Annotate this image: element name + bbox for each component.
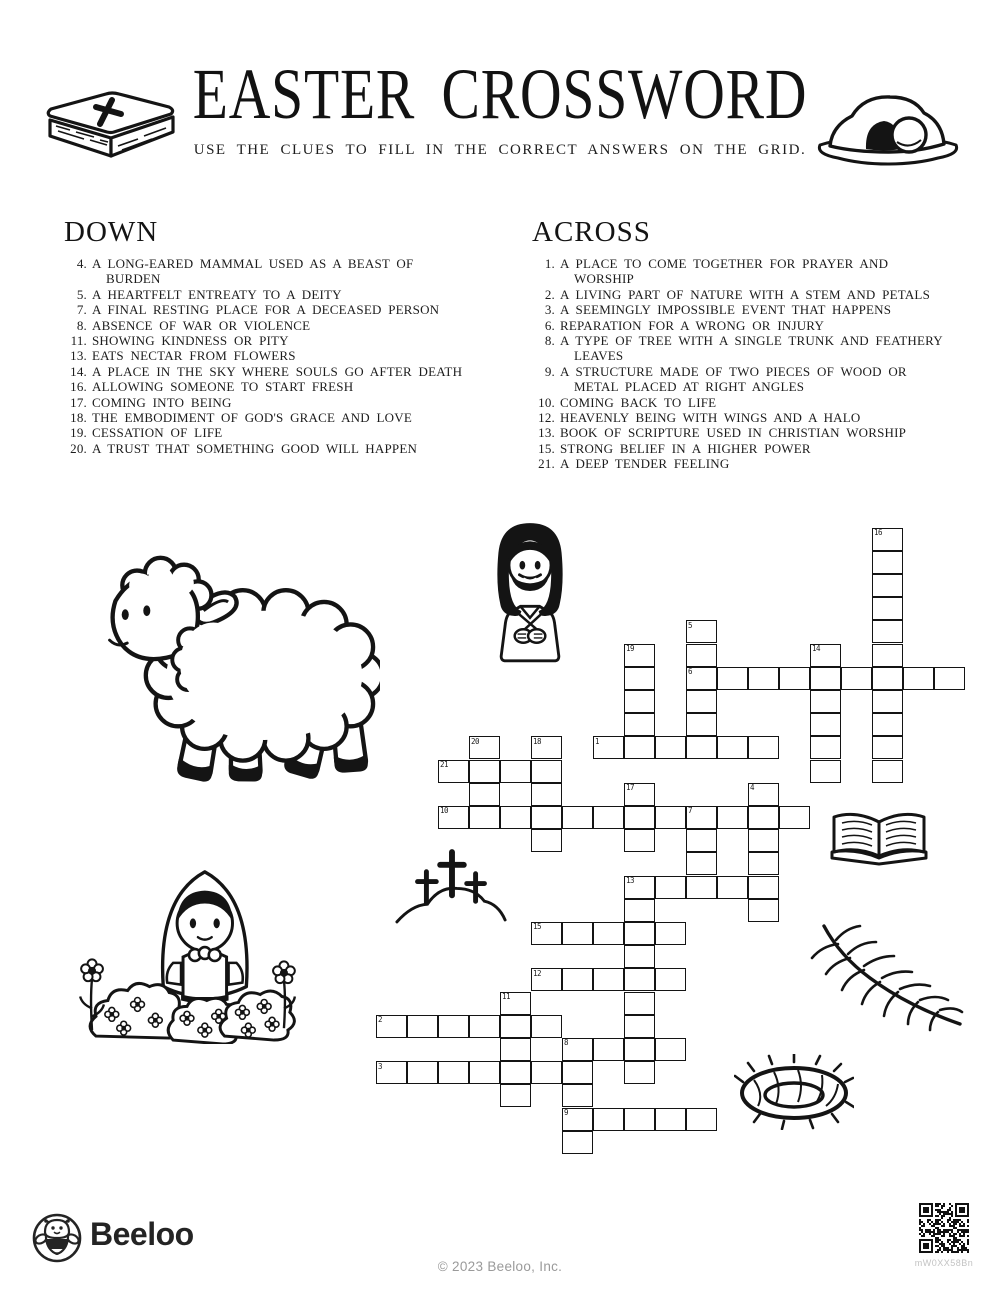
down-clue-list (64, 256, 466, 456)
grid-cell[interactable] (624, 1015, 655, 1038)
grid-cell-number: 6 (688, 667, 693, 677)
grid-cell[interactable] (593, 968, 624, 991)
grid-cell[interactable] (748, 899, 779, 922)
mary-in-flower-garden-illustration (78, 860, 296, 1044)
grid-cell[interactable] (872, 736, 903, 759)
clue-text: A LIVING PART OF NATURE WITH A STEM AND PETALS (560, 286, 930, 302)
clue-item (532, 302, 944, 317)
clue-number: 8. (76, 317, 87, 333)
clue-number: 18. (70, 410, 87, 426)
page-title: EASTER CROSSWORD (192, 54, 808, 134)
clue-item (532, 395, 944, 410)
beeloo-bee-logo (31, 1212, 83, 1264)
copyright-text: © 2023 Beeloo, Inc. (437, 1259, 563, 1274)
clue-item (64, 333, 466, 348)
clue-text: A TYPE OF TREE WITH A SINGLE TRUNK AND FEATHERY LEAVES (560, 333, 943, 364)
clue-number: 4. (76, 256, 87, 271)
grid-cell[interactable] (562, 922, 593, 945)
grid-cell[interactable] (562, 1084, 593, 1107)
grid-cell[interactable] (810, 713, 841, 736)
clue-text: EATS NECTAR FROM FLOWERS (92, 348, 296, 364)
clue-text: A PLACE IN THE SKY WHERE SOULS GO AFTER DEATH (92, 363, 463, 379)
clue-number: 13. (70, 348, 87, 364)
grid-cell[interactable] (438, 1061, 469, 1084)
grid-cell[interactable] (624, 783, 655, 806)
grid-cell[interactable] (872, 551, 903, 574)
down-clues-section (64, 216, 466, 456)
clue-item (532, 256, 944, 287)
grid-cell[interactable] (872, 620, 903, 643)
grid-cell[interactable] (686, 806, 717, 829)
grid-cell[interactable] (500, 1038, 531, 1061)
clue-text: A DEEP TENDER FEELING (560, 456, 730, 472)
clue-item (532, 287, 944, 302)
grid-cell-number: 14 (812, 644, 821, 653)
grid-cell[interactable] (872, 644, 903, 667)
grid-cell[interactable] (531, 829, 562, 852)
clue-item (64, 364, 466, 379)
clue-item (532, 318, 944, 333)
grid-cell-number: 7 (688, 806, 693, 816)
clue-text: A HEARTFELT ENTREATY TO A DEITY (92, 286, 342, 302)
grid-cell[interactable] (872, 667, 903, 690)
grid-cell[interactable] (407, 1061, 438, 1084)
grid-cell[interactable] (531, 968, 562, 991)
grid-cell[interactable] (748, 783, 779, 806)
grid-cell[interactable] (624, 968, 655, 991)
clue-text: A TRUST THAT SOMETHING GOOD WILL HAPPEN (92, 440, 418, 456)
grid-cell-number: 19 (626, 644, 635, 653)
grid-cell[interactable] (686, 690, 717, 713)
clue-text: BOOK OF SCRIPTURE USED IN CHRISTIAN WORSHIP (560, 425, 907, 441)
grid-cell[interactable] (686, 1108, 717, 1131)
jesus-illustration (486, 518, 574, 666)
clue-text: STRONG BELIEF IN A HIGHER POWER (560, 440, 811, 456)
grid-cell[interactable] (872, 690, 903, 713)
open-book-icon (824, 806, 934, 874)
grid-cell[interactable] (562, 1038, 593, 1061)
grid-cell[interactable] (531, 1015, 562, 1038)
grid-cell[interactable] (624, 899, 655, 922)
across-heading: ACROSS (532, 216, 651, 248)
down-heading: DOWN (64, 216, 159, 248)
grid-cell[interactable] (624, 945, 655, 968)
clue-item (64, 256, 466, 287)
grid-cell[interactable] (531, 1061, 562, 1084)
grid-cell[interactable] (469, 760, 500, 783)
clue-number: 13. (538, 425, 555, 441)
grid-cell[interactable] (438, 806, 469, 829)
grid-cell[interactable] (686, 644, 717, 667)
grid-cell[interactable] (593, 806, 624, 829)
grid-cell[interactable] (500, 1015, 531, 1038)
crown-of-thorns-icon (734, 1054, 854, 1130)
clue-text: ABSENCE OF WAR OR VIOLENCE (92, 317, 311, 333)
qr-code-label: mW0XX58Bn (914, 1258, 974, 1268)
grid-cell[interactable] (624, 922, 655, 945)
grid-cell[interactable] (655, 806, 686, 829)
grid-cell[interactable] (872, 713, 903, 736)
grid-cell[interactable] (624, 806, 655, 829)
grid-cell[interactable] (500, 760, 531, 783)
grid-cell[interactable] (686, 829, 717, 852)
grid-cell[interactable] (655, 736, 686, 759)
grid-cell[interactable] (717, 806, 748, 829)
clue-item (64, 318, 466, 333)
sheep-illustration (86, 550, 380, 790)
clue-text: SHOWING KINDNESS OR PITY (92, 333, 289, 349)
grid-cell[interactable] (686, 667, 717, 690)
clue-number: 7. (76, 302, 87, 318)
grid-cell[interactable] (686, 876, 717, 899)
grid-cell[interactable] (562, 806, 593, 829)
grid-cell[interactable] (407, 1015, 438, 1038)
clue-number: 17. (70, 394, 87, 410)
grid-cell-number: 18 (533, 736, 542, 746)
grid-cell[interactable] (624, 667, 655, 690)
clue-text: A SEEMINGLY IMPOSSIBLE EVENT THAT HAPPENS (560, 302, 892, 318)
grid-cell[interactable] (748, 806, 779, 829)
grid-cell-number: 20 (471, 736, 480, 746)
clue-number: 9. (544, 363, 555, 379)
grid-cell-number: 9 (564, 1108, 569, 1117)
grid-cell-number: 4 (750, 783, 755, 793)
grid-cell[interactable] (531, 783, 562, 806)
grid-cell[interactable] (779, 806, 810, 829)
clue-text: HEAVENLY BEING WITH WINGS AND A HALO (560, 410, 861, 426)
grid-cell[interactable] (593, 736, 624, 759)
across-clues-section (532, 216, 944, 472)
grid-cell[interactable] (655, 1038, 686, 1061)
grid-cell[interactable] (748, 852, 779, 875)
grid-cell[interactable] (531, 806, 562, 829)
grid-cell-number: 5 (688, 620, 693, 630)
grid-cell[interactable] (810, 760, 841, 783)
grid-cell[interactable] (469, 806, 500, 829)
clue-number: 19. (70, 425, 87, 441)
grid-cell[interactable] (624, 829, 655, 852)
across-clue-list (532, 256, 944, 472)
grid-cell[interactable] (376, 1015, 407, 1038)
grid-cell-number: 2 (378, 1015, 383, 1025)
grid-cell[interactable] (500, 1061, 531, 1084)
grid-cell[interactable] (624, 644, 655, 667)
clue-number: 2. (544, 286, 555, 302)
grid-cell-number: 1 (595, 736, 600, 746)
grid-cell[interactable] (624, 713, 655, 736)
clue-text: ALLOWING SOMEONE TO START FRESH (92, 379, 354, 395)
grid-cell[interactable] (717, 876, 748, 899)
grid-cell[interactable] (655, 968, 686, 991)
clue-item (532, 425, 944, 440)
grid-cell-number: 13 (626, 876, 635, 885)
grid-cell[interactable] (872, 528, 903, 551)
grid-cell[interactable] (531, 760, 562, 783)
grid-cell[interactable] (748, 667, 779, 690)
clue-item (64, 425, 466, 440)
grid-cell[interactable] (810, 644, 841, 667)
grid-cell[interactable] (624, 1108, 655, 1131)
grid-cell[interactable] (686, 713, 717, 736)
clue-number: 15. (538, 440, 555, 456)
clue-number: 14. (70, 363, 87, 379)
grid-cell[interactable] (872, 574, 903, 597)
grid-cell[interactable] (500, 992, 531, 1015)
grid-cell[interactable] (903, 667, 934, 690)
clue-number: 5. (76, 286, 87, 302)
grid-cell[interactable] (686, 736, 717, 759)
grid-cell[interactable] (841, 667, 872, 690)
grid-cell[interactable] (469, 783, 500, 806)
clue-number: 1. (544, 256, 555, 271)
grid-cell[interactable] (872, 597, 903, 620)
empty-tomb-icon (810, 88, 965, 168)
grid-cell[interactable] (562, 1108, 593, 1131)
clue-number: 12. (538, 410, 555, 426)
grid-cell[interactable] (748, 829, 779, 852)
grid-cell[interactable] (376, 1061, 407, 1084)
grid-cell-number: 3 (378, 1061, 383, 1071)
grid-cell[interactable] (934, 667, 965, 690)
grid-cell[interactable] (624, 876, 655, 899)
clue-text: REPARATION FOR A WRONG OR INJURY (560, 317, 825, 333)
clue-item (64, 441, 466, 456)
clue-item (64, 410, 466, 425)
grid-cell-number: 21 (440, 760, 449, 769)
grid-cell[interactable] (593, 1108, 624, 1131)
grid-cell[interactable] (748, 876, 779, 899)
clue-text: COMING INTO BEING (92, 394, 232, 410)
clue-text: COMING BACK TO LIFE (560, 394, 717, 410)
grid-cell[interactable] (593, 922, 624, 945)
clue-text: A PLACE TO COME TOGETHER FOR PRAYER AND WORSHIP (560, 256, 889, 287)
grid-cell-number: 8 (564, 1038, 569, 1048)
qr-code (919, 1203, 969, 1253)
grid-cell[interactable] (500, 1084, 531, 1107)
grid-cell[interactable] (624, 690, 655, 713)
grid-cell[interactable] (469, 1061, 500, 1084)
grid-cell[interactable] (779, 667, 810, 690)
clue-item (532, 410, 944, 425)
grid-cell[interactable] (531, 736, 562, 759)
grid-cell-number: 17 (626, 783, 635, 793)
clue-text: A LONG-EARED MAMMAL USED AS A BEAST OF BURDEN (92, 256, 414, 287)
grid-cell-number: 16 (874, 528, 883, 537)
clue-item (64, 287, 466, 302)
three-crosses-hill-icon (392, 844, 510, 928)
clue-item (532, 456, 944, 471)
grid-cell[interactable] (810, 736, 841, 759)
grid-cell[interactable] (562, 1131, 593, 1154)
page-subtitle: USE THE CLUES TO FILL IN THE CORRECT ANSWERS ON THE GRID. (193, 142, 807, 158)
clue-number: 11. (70, 333, 87, 349)
grid-cell[interactable] (624, 992, 655, 1015)
clue-item (64, 348, 466, 363)
grid-cell[interactable] (469, 1015, 500, 1038)
grid-cell[interactable] (717, 667, 748, 690)
clue-number: 20. (70, 440, 87, 456)
clue-item (64, 395, 466, 410)
clue-number: 21. (538, 456, 555, 472)
grid-cell[interactable] (655, 876, 686, 899)
grid-cell-number: 11 (502, 992, 511, 1001)
grid-cell[interactable] (438, 1015, 469, 1038)
grid-cell[interactable] (624, 1061, 655, 1084)
clue-item (64, 302, 466, 317)
clue-item (532, 364, 944, 395)
grid-cell[interactable] (562, 1061, 593, 1084)
grid-cell[interactable] (562, 968, 593, 991)
grid-cell[interactable] (624, 1038, 655, 1061)
grid-cell[interactable] (655, 1108, 686, 1131)
clue-text: A FINAL RESTING PLACE FOR A DECEASED PERSON (92, 302, 440, 318)
clue-item (532, 441, 944, 456)
clue-number: 8. (544, 333, 555, 349)
grid-cell-number: 12 (533, 968, 542, 978)
grid-cell[interactable] (438, 760, 469, 783)
grid-cell[interactable] (624, 736, 655, 759)
palm-branch-icon (808, 912, 968, 1032)
grid-cell-number: 10 (440, 806, 449, 816)
clue-text: A STRUCTURE MADE OF TWO PIECES OF WOOD OR METAL PLACED AT RIGHT ANGLES (560, 363, 907, 395)
clue-item (64, 379, 466, 394)
clue-number: 3. (544, 302, 555, 318)
grid-cell-number: 15 (533, 922, 542, 932)
clue-number: 6. (544, 317, 555, 333)
grid-cell[interactable] (531, 922, 562, 945)
grid-cell[interactable] (810, 690, 841, 713)
grid-cell[interactable] (686, 620, 717, 643)
grid-cell[interactable] (469, 736, 500, 759)
grid-cell[interactable] (872, 760, 903, 783)
clue-text: THE EMBODIMENT OF GOD'S GRACE AND LOVE (92, 410, 412, 426)
grid-cell[interactable] (810, 667, 841, 690)
clue-number: 10. (538, 394, 555, 410)
grid-cell[interactable] (686, 852, 717, 875)
grid-cell[interactable] (593, 1038, 624, 1061)
grid-cell[interactable] (500, 806, 531, 829)
clue-text: CESSATION OF LIFE (92, 425, 223, 441)
clue-item (532, 333, 944, 364)
clue-number: 16. (70, 379, 87, 395)
beeloo-brand-text: Beeloo (90, 1216, 194, 1252)
grid-cell[interactable] (748, 736, 779, 759)
grid-cell[interactable] (717, 736, 748, 759)
grid-cell[interactable] (655, 922, 686, 945)
